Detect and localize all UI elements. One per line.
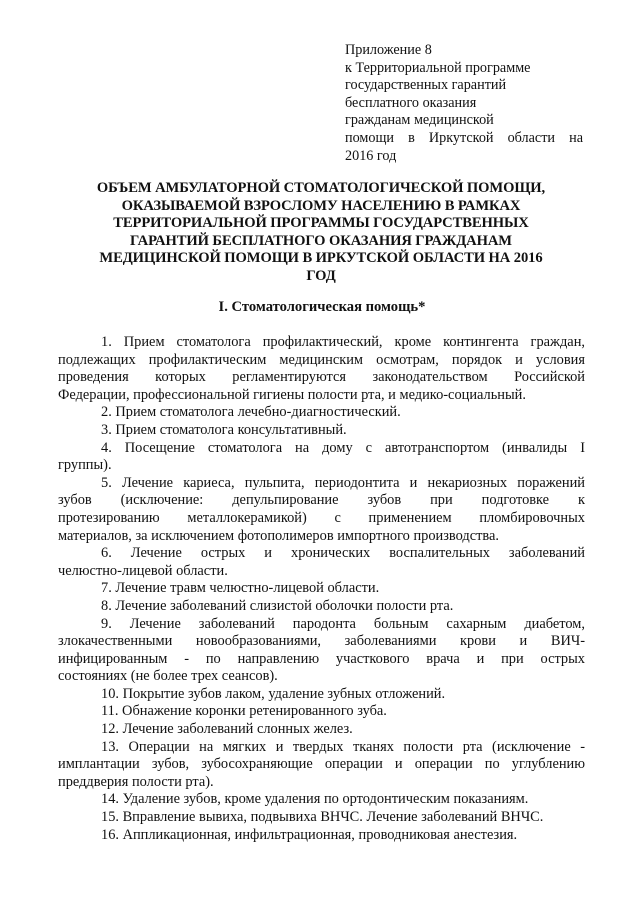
title-line: ГОД bbox=[306, 267, 336, 284]
list-item-line: преддверия полости рта). bbox=[58, 773, 214, 790]
list-item-line: 4. Посещение стоматолога на дому с автотранспортом (инвалиды I bbox=[101, 439, 585, 456]
annex-line: помощи в Иркутской области на bbox=[345, 129, 583, 146]
list-item-line: 16. Аппликационная, инфильтрационная, проводниковая анестезия. bbox=[101, 826, 518, 843]
title-line: ГАРАНТИЙ БЕСПЛАТНОГО ОКАЗАНИЯ ГРАЖДАНАМ bbox=[130, 232, 512, 249]
title-line: ОКАЗЫВАЕМОЙ ВЗРОСЛОМУ НАСЕЛЕНИЮ В РАМКАХ bbox=[121, 197, 521, 214]
list-item-line: 2. Прием стоматолога лечебно-диагностический. bbox=[101, 404, 401, 421]
list-item-line: 13. Операции на мягких и твердых тканях полости рта (исключение - bbox=[101, 738, 585, 755]
list-item-line: состояниях (не более трех сеансов). bbox=[58, 668, 278, 685]
list-item-line: имплантации зубов, зубосохраняющие операции и операции по углублению bbox=[58, 756, 585, 773]
list-item-line: злокачественными новообразованиями, заболеваниями крови и ВИЧ- bbox=[58, 633, 585, 650]
list-item-line: 10. Покрытие зубов лаком, удаление зубных отложений. bbox=[101, 685, 446, 702]
list-item-line: челюстно-лицевой области. bbox=[58, 562, 228, 579]
list-item-line: 9. Лечение заболеваний пародонта больным сахарным диабетом, bbox=[101, 615, 585, 632]
list-item-line: инфицированным - по направлению участкового врача и при острых bbox=[58, 650, 585, 667]
list-item-line: 8. Лечение заболеваний слизистой оболочки полости рта. bbox=[101, 597, 454, 614]
annex-line: 2016 год bbox=[345, 147, 397, 164]
document-title bbox=[66, 180, 576, 286]
list-item-line: проведения которых регламентируются законодательством Российской bbox=[58, 369, 585, 386]
list-item-line: протезированию металлокерамикой) с применением пломбировочных bbox=[58, 509, 585, 526]
list-item-line: 1. Прием стоматолога профилактический, кроме контингента граждан, bbox=[101, 334, 585, 350]
list-item-line: 11. Обнажение коронки ретенированного зуба. bbox=[101, 703, 387, 720]
list-item-line: материалов, за исключением фотополимеров импортного производства. bbox=[58, 527, 499, 544]
list-item-line: Федерации, профессиональной гигиены полости рта, и медико-социальный. bbox=[58, 386, 526, 403]
annex-block bbox=[345, 42, 583, 165]
annex-line: бесплатного оказания bbox=[345, 94, 477, 111]
title-line: ТЕРРИТОРИАЛЬНОЙ ПРОГРАММЫ ГОСУДАРСТВЕННЫХ bbox=[113, 215, 529, 232]
section-heading: I. Стоматологическая помощь* bbox=[218, 299, 426, 315]
annex-line: Приложение 8 bbox=[345, 42, 432, 58]
annex-line: гражданам медицинской bbox=[345, 112, 494, 129]
list-item-line: 7. Лечение травм челюстно-лицевой области. bbox=[101, 580, 380, 597]
title-line: ОБЪЕМ АМБУЛАТОРНОЙ СТОМАТОЛОГИЧЕСКОЙ ПОМОЩИ, bbox=[96, 180, 546, 196]
list-item-line: зубов (исключение: депульпирование зубов при подготовке к bbox=[58, 492, 585, 509]
list-item-line: 5. Лечение кариеса, пульпита, периодонтита и некариозных поражений bbox=[101, 474, 585, 491]
service-list bbox=[58, 334, 585, 844]
list-item-line: группы). bbox=[58, 457, 112, 474]
list-item-line: 15. Вправление вывиха, подвывиха ВНЧС. Лечение заболеваний ВНЧС. bbox=[101, 809, 544, 826]
list-item-line: 14. Удаление зубов, кроме удаления по ортодонтическим показаниям. bbox=[101, 791, 529, 808]
list-item-line: подлежащих профилактическим медицинским осмотрам, порядок и условия bbox=[58, 351, 585, 368]
list-item-line: 6. Лечение острых и хронических воспалительных заболеваний bbox=[101, 545, 585, 562]
list-item-line: 12. Лечение заболеваний слонных желез. bbox=[101, 721, 353, 738]
title-line: МЕДИЦИНСКОЙ ПОМОЩИ В ИРКУТСКОЙ ОБЛАСТИ НА 2016 bbox=[99, 250, 543, 267]
list-item-line: 3. Прием стоматолога консультативный. bbox=[101, 421, 347, 438]
annex-line: государственных гарантий bbox=[345, 77, 507, 94]
annex-line: к Территориальной программе bbox=[345, 59, 531, 76]
